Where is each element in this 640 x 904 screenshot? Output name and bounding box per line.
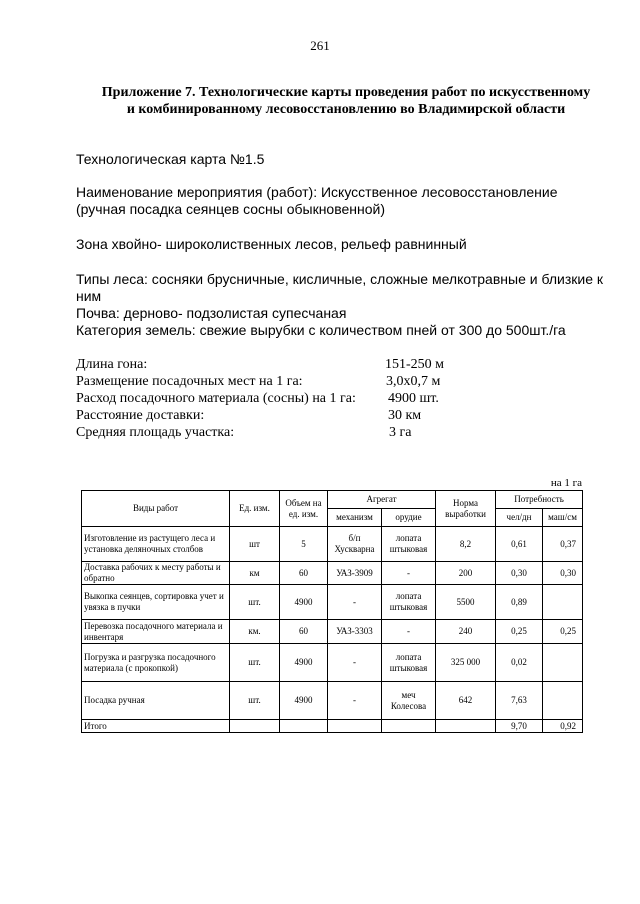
- param-row: [76, 424, 496, 441]
- param-value: 3 га: [389, 425, 412, 440]
- cell-person-days: 0,61: [496, 527, 543, 562]
- cell-volume: 4900: [280, 682, 328, 720]
- table-row: [82, 682, 583, 720]
- param-row: [76, 356, 496, 373]
- cell-person-days: 0,25: [496, 620, 543, 644]
- cell-unit: шт.: [230, 585, 280, 620]
- cell-volume: [280, 720, 328, 733]
- measure-line-2: (ручная посадка сеянцев сосны обыкновенной): [76, 201, 386, 217]
- cell-machine-shifts: 0,92: [543, 720, 583, 733]
- forest-types: Типы леса: сосняки брусничные, кисличные, сложные мелкотравные и близкие к ним: [76, 271, 603, 304]
- cell-unit: шт: [230, 527, 280, 562]
- cell-work: Перевозка посадочного материала и инвентаря: [82, 620, 230, 644]
- table-row: [82, 527, 583, 562]
- cell-tool: лопата штыковая: [382, 585, 436, 620]
- table-row: [82, 585, 583, 620]
- cell-norm: 5500: [436, 585, 496, 620]
- param-label: Средняя площадь участка:: [76, 425, 235, 440]
- cell-person-days: 9,70: [496, 720, 543, 733]
- measure-description: [76, 184, 616, 218]
- cell-tool: лопата штыковая: [382, 644, 436, 682]
- param-label: Длина гона:: [76, 357, 148, 372]
- table-row: [82, 644, 583, 682]
- land-category: Категория земель: свежие вырубки с количеством пней от 300 до 500шт./га: [76, 322, 566, 338]
- cell-mechanism: УАЗ-3303: [328, 620, 382, 644]
- cell-volume: 4900: [280, 585, 328, 620]
- cell-person-days: 0,89: [496, 585, 543, 620]
- site-parameters: [76, 356, 496, 441]
- cell-mechanism: б/п Хускварна: [328, 527, 382, 562]
- cell-machine-shifts: [543, 644, 583, 682]
- card-title: Технологическая карта №1.5: [76, 151, 265, 167]
- cell-volume: 60: [280, 620, 328, 644]
- table-row: [82, 620, 583, 644]
- header-tool: орудие: [382, 509, 436, 527]
- param-label: Размещение посадочных мест на 1 га:: [76, 374, 303, 389]
- param-label: Расстояние доставки:: [76, 408, 205, 423]
- param-label: Расход посадочного материала (сосны) на 1 га:: [76, 391, 356, 406]
- header-unit: Ед. изм.: [230, 491, 280, 527]
- param-row: [76, 407, 496, 424]
- header-volume: Объем на ед. изм.: [280, 491, 328, 527]
- param-value: 30 км: [388, 408, 422, 423]
- cell-unit: шт.: [230, 644, 280, 682]
- cell-work: Погрузка и разгрузка посадочного материала (с прокопкой): [82, 644, 230, 682]
- param-value: 3,0х0,7 м: [386, 374, 441, 389]
- cell-work: Изготовление из растущего леса и установка деляночных столбов: [82, 527, 230, 562]
- param-value: 4900 шт.: [388, 391, 439, 406]
- cell-machine-shifts: 0,37: [543, 527, 583, 562]
- cell-work: Итого: [82, 720, 230, 733]
- param-row: [76, 390, 496, 407]
- cell-norm: 240: [436, 620, 496, 644]
- cell-person-days: 0,30: [496, 562, 543, 585]
- cell-norm: 325 000: [436, 644, 496, 682]
- header-person-days: чел/дн: [496, 509, 543, 527]
- operations-table: [81, 490, 583, 733]
- cell-tool: лопата штыковая: [382, 527, 436, 562]
- cell-unit: шт.: [230, 682, 280, 720]
- cell-unit: км: [230, 562, 280, 585]
- zone-description: Зона хвойно- широколиственных лесов, рельеф равнинный: [76, 236, 467, 252]
- appendix-heading-line-2: и комбинированному лесовосстановлению во Владимирской области: [126, 102, 566, 117]
- param-row: [76, 373, 496, 390]
- cell-mechanism: [328, 720, 382, 733]
- cell-tool: меч Колесова: [382, 682, 436, 720]
- per-hectare-note: на 1 га: [550, 477, 582, 489]
- soil-type: Почва: дерново- подзолистая супесчаная: [76, 305, 347, 321]
- param-value: 151-250 м: [385, 357, 445, 372]
- appendix-heading-line-1: Приложение 7. Технологические карты проведения работ по искусственному: [101, 85, 591, 100]
- cell-norm: 8,2: [436, 527, 496, 562]
- cell-mechanism: -: [328, 682, 382, 720]
- header-mechanism: механизм: [328, 509, 382, 527]
- cell-person-days: 7,63: [496, 682, 543, 720]
- cell-norm: 200: [436, 562, 496, 585]
- appendix-heading: [76, 84, 616, 118]
- measure-line-1: Наименование мероприятия (работ): Искусственное лесовосстановление: [76, 184, 558, 200]
- cell-machine-shifts: 0,25: [543, 620, 583, 644]
- cell-volume: 5: [280, 527, 328, 562]
- cell-machine-shifts: [543, 682, 583, 720]
- cell-tool: -: [382, 562, 436, 585]
- header-norm: Норма выработки: [436, 491, 496, 527]
- header-work-type: Виды работ: [82, 491, 230, 527]
- cell-mechanism: -: [328, 585, 382, 620]
- cell-norm: 642: [436, 682, 496, 720]
- cell-mechanism: -: [328, 644, 382, 682]
- cell-work: Посадка ручная: [82, 682, 230, 720]
- cell-unit: км.: [230, 620, 280, 644]
- header-aggregate: Агрегат: [328, 491, 436, 509]
- cell-machine-shifts: 0,30: [543, 562, 583, 585]
- cell-work: Доставка рабочих к месту работы и обратно: [82, 562, 230, 585]
- cell-volume: 4900: [280, 644, 328, 682]
- cell-mechanism: УАЗ-3909: [328, 562, 382, 585]
- header-need: Потребность: [496, 491, 583, 509]
- cell-unit: [230, 720, 280, 733]
- cell-tool: [382, 720, 436, 733]
- header-machine-shifts: маш/см: [543, 509, 583, 527]
- forest-description: [76, 271, 616, 339]
- cell-machine-shifts: [543, 585, 583, 620]
- table-row: [82, 562, 583, 585]
- cell-person-days: 0,02: [496, 644, 543, 682]
- cell-tool: -: [382, 620, 436, 644]
- cell-volume: 60: [280, 562, 328, 585]
- page-number: 261: [310, 38, 330, 53]
- cell-work: Выкопка сеянцев, сортировка учет и увязка в пучки: [82, 585, 230, 620]
- cell-norm: [436, 720, 496, 733]
- table-row-total: [82, 720, 583, 733]
